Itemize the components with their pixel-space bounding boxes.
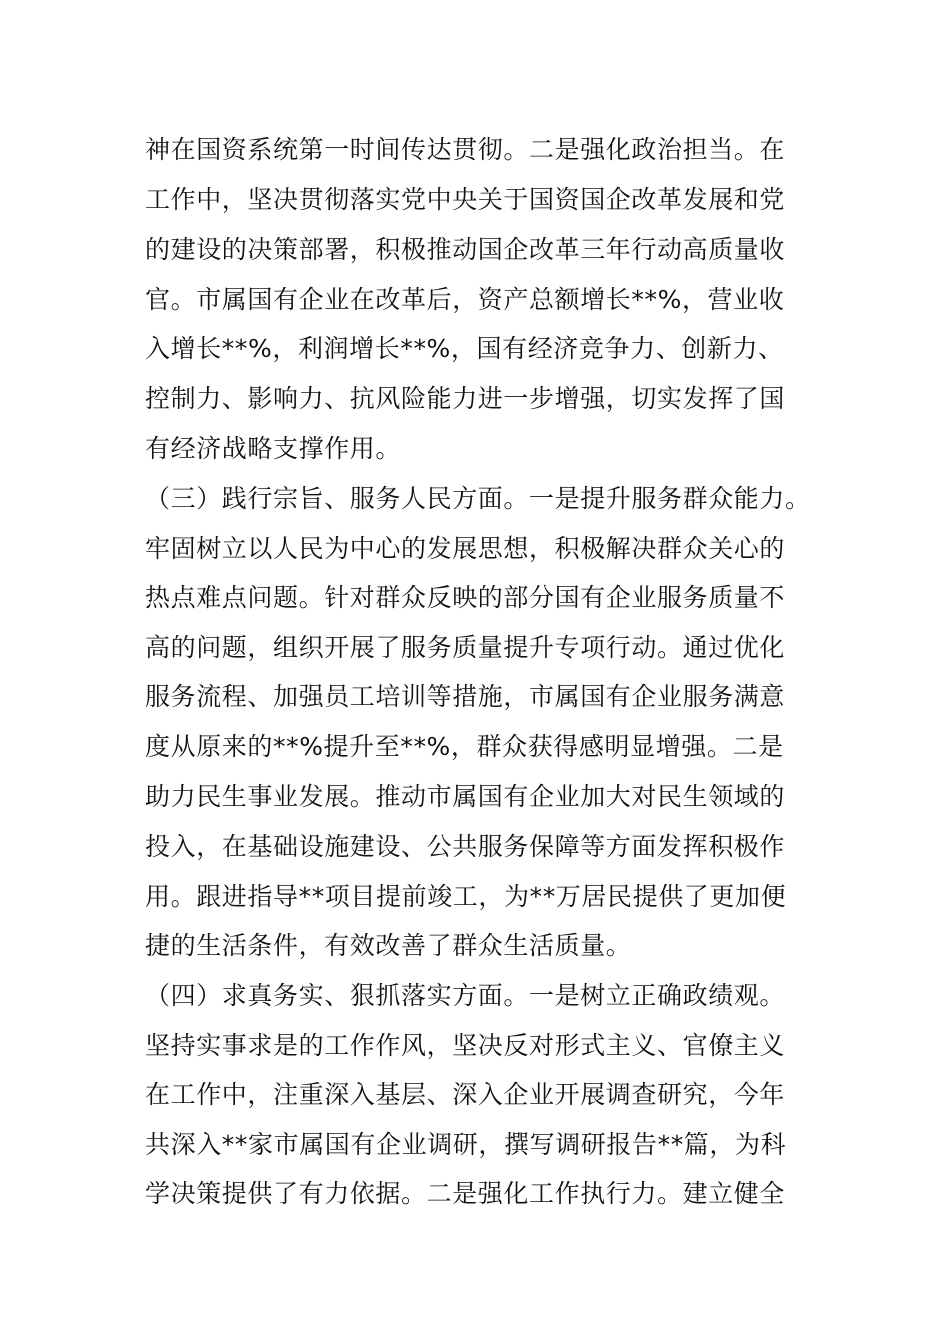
text-line: 用。跟进指导**项目提前竣工，为**万居民提供了更加便	[145, 882, 787, 911]
text-line: 捷的生活条件，有效改善了群众生活质量。	[145, 931, 632, 960]
text-line: 助力民生事业发展。推动市属国有企业加大对民生领域的	[145, 782, 786, 811]
text-line: 学决策提供了有力依据。二是强化工作执行力。建立健全	[145, 1179, 786, 1208]
text-line: 牢固树立以人民为中心的发展思想，积极解决群众关心的	[145, 534, 786, 563]
text-line: 控制力、影响力、抗风险能力进一步增强，切实发挥了国	[145, 384, 786, 413]
text-line: 服务流程、加强员工培训等措施，市属国有企业服务满意	[145, 682, 786, 711]
text-line: 工作中，坚决贯彻落实党中央关于国资国企改革发展和党	[145, 185, 786, 214]
text-line: 入增长**%，利润增长**%，国有经济竞争力、创新力、	[145, 334, 784, 363]
text-line: 官。市属国有企业在改革后，资产总额增长**%，营业收	[145, 285, 785, 314]
text-line: 高的问题，组织开展了服务质量提升专项行动。通过优化	[145, 633, 786, 662]
text-line: 有经济战略支撑作用。	[145, 434, 402, 463]
text-line: 神在国资系统第一时间传达贯彻。二是强化政治担当。在	[145, 135, 786, 164]
text-line: 投入，在基础设施建设、公共服务保障等方面发挥积极作	[145, 832, 786, 861]
text-line: 热点难点问题。针对群众反映的部分国有企业服务质量不	[145, 583, 786, 612]
text-line: 共深入**家市属国有企业调研，撰写调研报告**篇，为科	[145, 1130, 787, 1159]
section-heading-line: （四）求真务实、狠抓落实方面。一是树立正确政绩观。	[145, 981, 786, 1010]
text-line: 坚持实事求是的工作作风，坚决反对形式主义、官僚主义	[145, 1031, 786, 1060]
text-line: 的建设的决策部署，积极推动国企改革三年行动高质量收	[145, 235, 786, 264]
text-line: 在工作中，注重深入基层、深入企业开展调查研究，今年	[145, 1080, 786, 1109]
text-line: 度从原来的**%提升至**%，群众获得感明显增强。二是	[145, 732, 784, 761]
section-heading-line: （三）践行宗旨、服务人民方面。一是提升服务群众能力。	[145, 484, 811, 513]
